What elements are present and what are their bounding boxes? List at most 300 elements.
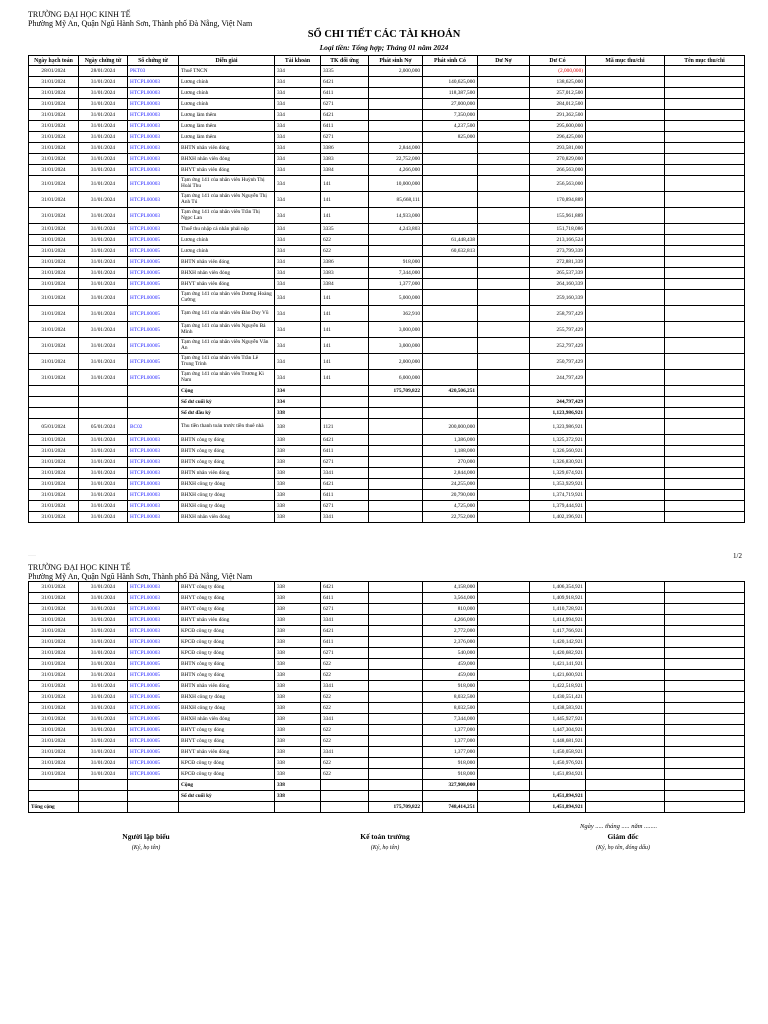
table-cell: 3386 (321, 257, 369, 268)
table-cell (369, 121, 423, 132)
voucher-link[interactable]: HTCPL00003 (128, 165, 179, 176)
table-cell (423, 290, 478, 306)
table-cell: Tạm ứng 141 của nhân viên Nguyễn Bá Minh (179, 322, 275, 338)
table-cell (665, 736, 745, 747)
table-cell: Lương làm thêm (179, 132, 275, 143)
table-cell: 31/01/2024 (29, 435, 79, 446)
table-cell (321, 791, 369, 802)
table-cell: 1,451,894,921 (530, 802, 586, 813)
table-row (29, 77, 745, 88)
table-cell: 338 (275, 780, 321, 791)
table-cell: 4,725,000 (423, 501, 478, 512)
voucher-link[interactable]: HTCPL00005 (128, 703, 179, 714)
table-cell (586, 703, 665, 714)
table-cell: 3341 (321, 468, 369, 479)
table-cell (478, 714, 530, 725)
organization-address: Phường Mỹ An, Quận Ngũ Hành Sơn, Thành phố Đà Nẵng, Việt Nam (28, 19, 253, 28)
table-cell: 31/01/2024 (79, 714, 128, 725)
table-cell (478, 626, 530, 637)
voucher-link[interactable]: HTCPL00003 (128, 479, 179, 490)
voucher-link[interactable]: HTCPL00003 (128, 435, 179, 446)
table-cell: 338 (275, 637, 321, 648)
table-cell: 31/01/2024 (29, 279, 79, 290)
table-cell: 1,374,719,921 (530, 490, 586, 501)
voucher-link[interactable]: HTCPL00005 (128, 290, 179, 306)
voucher-link[interactable]: HTCPL00005 (128, 736, 179, 747)
table-cell: 622 (321, 769, 369, 780)
table-row (29, 290, 745, 306)
voucher-link[interactable]: HTCPL00003 (128, 626, 179, 637)
voucher-link[interactable]: HTCPL00003 (128, 208, 179, 224)
signature-note: (Ký, họ tên) (370, 845, 400, 851)
table-row (29, 780, 745, 791)
table-cell (665, 435, 745, 446)
voucher-link[interactable]: HTCPL00005 (128, 681, 179, 692)
voucher-link[interactable]: HTCPL00003 (128, 77, 179, 88)
table-cell: 31/01/2024 (79, 132, 128, 143)
voucher-link[interactable]: HTCPL00003 (128, 224, 179, 235)
page-footer-mark: —— (28, 552, 36, 557)
table-cell (369, 659, 423, 670)
ledger-table-page-2 (28, 581, 745, 813)
table-cell: 265,537,339 (530, 268, 586, 279)
table-cell (586, 322, 665, 338)
table-cell: 622 (321, 246, 369, 257)
table-cell: 622 (321, 235, 369, 246)
table-cell: Tạm ứng 141 của nhân viên Nguyễn Văn An (179, 338, 275, 354)
table-cell (369, 582, 423, 593)
table-cell (478, 593, 530, 604)
table-cell: BHXH nhân viên đóng (179, 154, 275, 165)
report-title: SỔ CHI TIẾT CÁC TÀI KHOẢN (307, 29, 461, 40)
table-cell: 334 (275, 306, 321, 322)
table-cell (478, 758, 530, 769)
table-cell (665, 703, 745, 714)
table-cell: 250,797,429 (530, 354, 586, 370)
table-cell: 338 (275, 626, 321, 637)
table-row (29, 322, 745, 338)
table-cell: KPCĐ công ty đóng (179, 769, 275, 780)
voucher-link[interactable]: HTCPL00003 (128, 604, 179, 615)
table-cell (665, 780, 745, 791)
table-cell (665, 670, 745, 681)
table-cell: 3383 (321, 268, 369, 279)
table-cell: 31/01/2024 (79, 446, 128, 457)
voucher-link[interactable]: HTCPL00003 (128, 132, 179, 143)
table-cell (478, 802, 530, 813)
voucher-link[interactable]: HTCPL00003 (128, 176, 179, 192)
table-row (29, 490, 745, 501)
table-cell: 1,430,551,421 (530, 692, 586, 703)
report-subtitle: Loại tiền: Tổng hợp; Tháng 01 năm 2024 (319, 43, 449, 52)
table-cell: 140,625,000 (423, 77, 478, 88)
table-cell: 4,266,000 (423, 615, 478, 626)
table-cell (665, 512, 745, 523)
table-cell: Thu tiền thanh toán trước tiền thuê nhà (179, 419, 275, 435)
voucher-link[interactable]: PKT03 (128, 66, 179, 77)
column-header: Tài khoản (275, 56, 321, 66)
table-cell: 1,377,000 (423, 736, 478, 747)
table-cell: 14,933,000 (369, 208, 423, 224)
voucher-link[interactable]: HTCPL00003 (128, 154, 179, 165)
table-cell (665, 714, 745, 725)
table-cell (665, 154, 745, 165)
table-cell: 1,448,681,921 (530, 736, 586, 747)
table-row (29, 99, 745, 110)
table-cell: 622 (321, 659, 369, 670)
voucher-link[interactable]: HTCPL00005 (128, 769, 179, 780)
voucher-link[interactable]: HTCPL00003 (128, 512, 179, 523)
table-cell (586, 791, 665, 802)
voucher-link[interactable]: HTCPL00005 (128, 268, 179, 279)
table-cell: Lương làm thêm (179, 110, 275, 121)
voucher-link[interactable]: HTCPL00003 (128, 192, 179, 208)
table-cell (586, 670, 665, 681)
table-cell: Cộng (179, 386, 275, 397)
signature-preparer (76, 832, 216, 851)
table-cell (29, 386, 79, 397)
table-cell: Lương chính (179, 77, 275, 88)
table-cell: 31/01/2024 (79, 490, 128, 501)
table-cell: 31/01/2024 (79, 703, 128, 714)
table-cell (369, 736, 423, 747)
table-cell (478, 501, 530, 512)
column-header: Dư Nợ (478, 56, 530, 66)
table-cell: 31/01/2024 (79, 290, 128, 306)
table-row (29, 408, 745, 419)
table-cell (369, 512, 423, 523)
table-cell: 31/01/2024 (29, 648, 79, 659)
table-cell: 622 (321, 736, 369, 747)
table-cell: 31/01/2024 (29, 290, 79, 306)
table-cell: 338 (275, 758, 321, 769)
table-cell (665, 468, 745, 479)
table-cell: 31/01/2024 (29, 747, 79, 758)
table-cell: 334 (275, 370, 321, 386)
voucher-link[interactable]: HTCPL00005 (128, 279, 179, 290)
table-cell: 334 (275, 354, 321, 370)
table-cell: 31/01/2024 (79, 758, 128, 769)
table-cell: BHXH nhân viên đóng (179, 268, 275, 279)
table-cell (586, 681, 665, 692)
table-cell (586, 154, 665, 165)
table-cell: 7,350,000 (423, 110, 478, 121)
table-cell: 31/01/2024 (29, 615, 79, 626)
voucher-link[interactable]: HTCPL00005 (128, 659, 179, 670)
table-cell: 622 (321, 692, 369, 703)
organization-name: TRƯỜNG ĐẠI HỌC KINH TẾ (28, 563, 131, 572)
voucher-link[interactable]: HTCPL00005 (128, 306, 179, 322)
voucher-link[interactable]: HTCPL00003 (128, 121, 179, 132)
table-cell: 31/01/2024 (29, 306, 79, 322)
voucher-link[interactable]: HTCPL00003 (128, 457, 179, 468)
table-cell: 3384 (321, 165, 369, 176)
table-cell: 31/01/2024 (79, 306, 128, 322)
table-cell: 244,797,429 (530, 370, 586, 386)
voucher-link[interactable]: HTCPL00005 (128, 354, 179, 370)
voucher-link[interactable]: HTCPL00003 (128, 446, 179, 457)
table-cell (423, 143, 478, 154)
table-cell (665, 648, 745, 659)
table-cell: 6421 (321, 582, 369, 593)
voucher-link[interactable]: BC02 (128, 419, 179, 435)
voucher-link[interactable]: HTCPL00005 (128, 370, 179, 386)
table-row (29, 338, 745, 354)
table-cell: 252,797,429 (530, 338, 586, 354)
table-row (29, 615, 745, 626)
table-cell: 31/01/2024 (79, 479, 128, 490)
table-cell (478, 468, 530, 479)
table-cell: 2,000,000 (369, 66, 423, 77)
table-row (29, 670, 745, 681)
table-cell: 338 (275, 468, 321, 479)
table-cell (665, 747, 745, 758)
voucher-link[interactable]: HTCPL00003 (128, 88, 179, 99)
table-cell (478, 165, 530, 176)
table-cell (478, 479, 530, 490)
table-cell (586, 176, 665, 192)
table-cell (665, 397, 745, 408)
table-cell: 175,709,822 (369, 386, 423, 397)
table-cell: 1,326,830,921 (530, 457, 586, 468)
table-cell: 141 (321, 192, 369, 208)
table-cell: 31/01/2024 (79, 110, 128, 121)
table-cell (665, 725, 745, 736)
table-cell: 31/01/2024 (29, 681, 79, 692)
voucher-link[interactable]: HTCPL00003 (128, 99, 179, 110)
voucher-link[interactable]: HTCPL00005 (128, 714, 179, 725)
table-cell: 1121 (321, 419, 369, 435)
table-cell: Số dư cuối kỳ (179, 397, 275, 408)
table-cell: 31/01/2024 (29, 338, 79, 354)
table-cell: 1,326,560,921 (530, 446, 586, 457)
table-cell: 334 (275, 397, 321, 408)
table-cell (478, 512, 530, 523)
table-row (29, 224, 745, 235)
table-cell: 6411 (321, 88, 369, 99)
table-cell: 31/01/2024 (79, 637, 128, 648)
table-cell (478, 370, 530, 386)
table-cell (423, 338, 478, 354)
table-cell: 810,000 (423, 604, 478, 615)
table-cell (665, 370, 745, 386)
table-cell (586, 593, 665, 604)
table-cell: 338 (275, 648, 321, 659)
table-cell (665, 338, 745, 354)
table-cell: (2,000,000) (530, 66, 586, 77)
column-header: Ngày chứng từ (79, 56, 128, 66)
table-cell (478, 132, 530, 143)
table-cell: 338 (275, 681, 321, 692)
table-row (29, 626, 745, 637)
table-cell: BHXH công ty đóng (179, 501, 275, 512)
table-cell: 1,420,142,921 (530, 637, 586, 648)
table-cell: 338 (275, 408, 321, 419)
table-cell: 1,377,000 (423, 725, 478, 736)
table-cell (79, 408, 128, 419)
signature-title: Người lập biểu (122, 832, 170, 841)
table-cell: 31/01/2024 (79, 769, 128, 780)
table-cell: 141 (321, 176, 369, 192)
table-cell: BHTN nhân viên đóng (179, 681, 275, 692)
table-cell: 6,000,000 (369, 370, 423, 386)
table-cell (369, 132, 423, 143)
table-cell: 284,012,500 (530, 99, 586, 110)
table-cell (423, 257, 478, 268)
table-cell: BHYT công ty đóng (179, 604, 275, 615)
table-cell: 22,752,000 (423, 512, 478, 523)
table-cell: 6421 (321, 435, 369, 446)
voucher-link[interactable]: HTCPL00005 (128, 670, 179, 681)
table-cell (321, 802, 369, 813)
voucher-link[interactable]: HTCPL00003 (128, 582, 179, 593)
table-cell: 270,000 (423, 457, 478, 468)
table-cell (423, 192, 478, 208)
table-cell: 170,894,889 (530, 192, 586, 208)
table-cell: 270,829,000 (530, 154, 586, 165)
table-cell: 296,425,000 (530, 132, 586, 143)
table-cell (586, 615, 665, 626)
table-cell (423, 791, 478, 802)
table-cell: 420,506,251 (423, 386, 478, 397)
voucher-link[interactable]: HTCPL00005 (128, 758, 179, 769)
table-cell (478, 670, 530, 681)
voucher-link[interactable]: HTCPL00005 (128, 322, 179, 338)
table-row (29, 192, 745, 208)
table-cell (586, 306, 665, 322)
table-cell (586, 408, 665, 419)
voucher-link[interactable]: HTCPL00005 (128, 235, 179, 246)
table-cell: 918,000 (423, 681, 478, 692)
table-cell (586, 386, 665, 397)
voucher-link[interactable]: HTCPL00003 (128, 490, 179, 501)
table-cell: KPCĐ công ty đóng (179, 648, 275, 659)
voucher-link[interactable]: HTCPL00003 (128, 615, 179, 626)
table-cell (478, 582, 530, 593)
table-cell (586, 257, 665, 268)
voucher-link[interactable]: HTCPL00003 (128, 143, 179, 154)
table-cell: 31/01/2024 (29, 457, 79, 468)
table-cell: 31/01/2024 (29, 88, 79, 99)
table-cell: 6411 (321, 637, 369, 648)
table-cell: 31/01/2024 (79, 99, 128, 110)
table-cell: 1,323,986,921 (530, 419, 586, 435)
table-cell (478, 637, 530, 648)
table-cell (586, 66, 665, 77)
voucher-link[interactable]: HTCPL00005 (128, 257, 179, 268)
table-cell: 31/01/2024 (29, 322, 79, 338)
table-cell (586, 397, 665, 408)
table-cell: 459,000 (423, 659, 478, 670)
table-cell (369, 780, 423, 791)
table-cell: Tạm ứng 141 của nhân viên Đào Duy Vũ (179, 306, 275, 322)
table-cell (321, 397, 369, 408)
voucher-link[interactable]: HTCPL00003 (128, 468, 179, 479)
voucher-link[interactable]: HTCPL00003 (128, 501, 179, 512)
table-cell: 334 (275, 224, 321, 235)
table-cell (79, 791, 128, 802)
table-cell (321, 386, 369, 397)
table-cell: 31/01/2024 (29, 725, 79, 736)
table-cell: 141 (321, 338, 369, 354)
table-row (29, 154, 745, 165)
table-cell: 1,451,894,921 (530, 791, 586, 802)
table-cell (423, 268, 478, 279)
table-cell: 31/01/2024 (29, 479, 79, 490)
table-row (29, 468, 745, 479)
table-cell (369, 758, 423, 769)
table-cell: 334 (275, 268, 321, 279)
table-cell (665, 268, 745, 279)
table-cell (586, 725, 665, 736)
column-header: Phát sinh Có (423, 56, 478, 66)
table-cell (478, 435, 530, 446)
table-cell: 31/01/2024 (79, 192, 128, 208)
table-cell: KPCĐ công ty đóng (179, 637, 275, 648)
table-cell (128, 780, 179, 791)
table-cell: 31/01/2024 (79, 512, 128, 523)
table-cell: 334 (275, 77, 321, 88)
voucher-link[interactable]: HTCPL00003 (128, 110, 179, 121)
table-cell: Lương chính (179, 88, 275, 99)
table-cell: 31/01/2024 (29, 714, 79, 725)
table-cell (665, 132, 745, 143)
organization-address: Phường Mỹ An, Quận Ngũ Hành Sơn, Thành phố Đà Nẵng, Việt Nam (28, 572, 253, 581)
table-cell (586, 692, 665, 703)
table-cell: 31/01/2024 (29, 703, 79, 714)
table-cell: 31/01/2024 (79, 88, 128, 99)
table-cell: 748,414,251 (423, 802, 478, 813)
table-cell: BHTN nhân viên đóng (179, 468, 275, 479)
table-cell: Thuế thu nhập cá nhân phải nộp (179, 224, 275, 235)
voucher-link[interactable]: HTCPL00003 (128, 593, 179, 604)
table-cell: 338 (275, 446, 321, 457)
table-cell: 5,000,000 (369, 290, 423, 306)
table-cell (586, 582, 665, 593)
organization-header (28, 563, 252, 581)
table-cell (586, 235, 665, 246)
voucher-link[interactable]: HTCPL00003 (128, 648, 179, 659)
table-cell (369, 435, 423, 446)
table-cell: 338 (275, 769, 321, 780)
voucher-link[interactable]: HTCPL00005 (128, 725, 179, 736)
voucher-link[interactable]: HTCPL00005 (128, 747, 179, 758)
table-cell (665, 490, 745, 501)
table-cell: 334 (275, 386, 321, 397)
table-cell (586, 354, 665, 370)
table-cell: 31/01/2024 (29, 235, 79, 246)
table-cell (665, 386, 745, 397)
table-cell (369, 246, 423, 257)
voucher-link[interactable]: HTCPL00005 (128, 246, 179, 257)
table-cell (423, 224, 478, 235)
table-cell: 31/01/2024 (29, 593, 79, 604)
table-cell (665, 615, 745, 626)
table-cell (665, 604, 745, 615)
table-cell (586, 192, 665, 208)
table-cell: 31/01/2024 (29, 501, 79, 512)
table-cell (423, 322, 478, 338)
table-cell: 2,844,000 (369, 143, 423, 154)
voucher-link[interactable]: HTCPL00003 (128, 637, 179, 648)
voucher-link[interactable]: HTCPL00005 (128, 692, 179, 703)
voucher-link[interactable]: HTCPL00005 (128, 338, 179, 354)
table-cell: 31/01/2024 (79, 648, 128, 659)
table-cell: 31/01/2024 (29, 132, 79, 143)
signature-title: Kế toán trưởng (360, 832, 410, 841)
table-cell: 256,563,000 (530, 176, 586, 192)
table-cell: 1,123,986,921 (530, 408, 586, 419)
